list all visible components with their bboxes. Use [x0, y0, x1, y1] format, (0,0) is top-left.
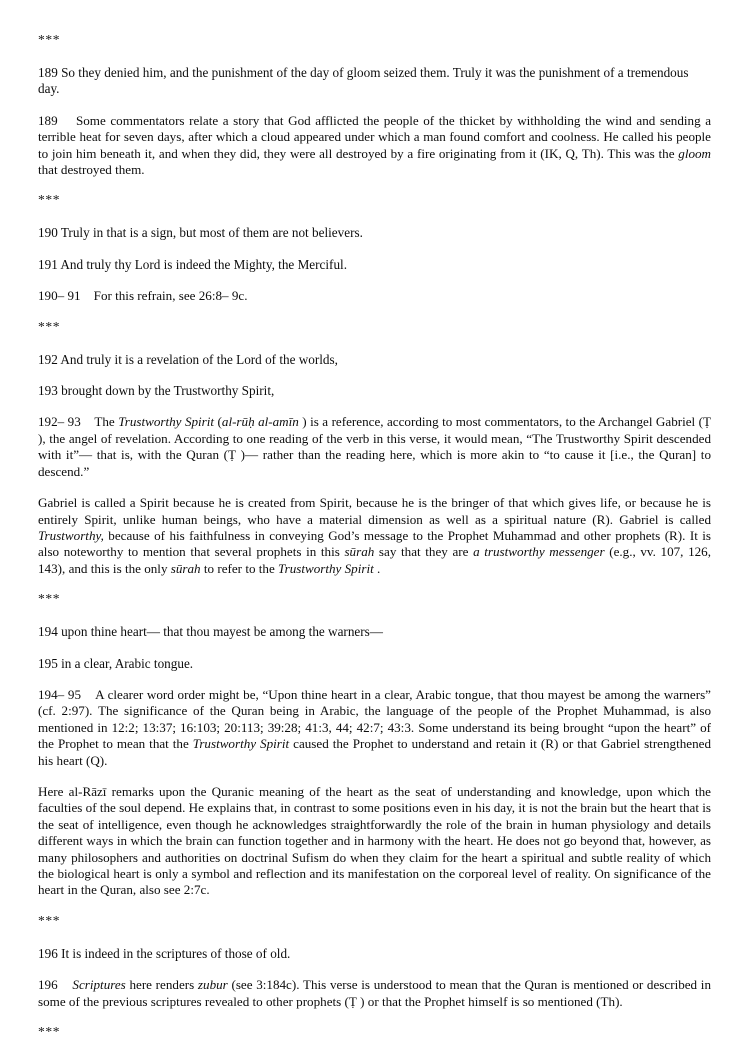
commentary-196-number: 196	[38, 977, 58, 993]
commentary-189-italic-gloom: gloom	[678, 145, 711, 161]
section-separator: ***	[38, 1024, 61, 1040]
page-content	[38, 33, 711, 1042]
commentary-196-italic-scriptures: Scriptures	[72, 977, 126, 993]
c19293-p2-c: say that they are	[374, 544, 474, 560]
commentary-189-number: 189	[38, 112, 58, 128]
section-separator: ***	[38, 912, 61, 928]
section-separator: ***	[38, 591, 61, 607]
c19293-p2-italic-trustworthy-spirit-2: Trustworthy Spirit	[278, 560, 374, 576]
commentary-189-text-a: Some commentators relate a story that God afflicted the people of the thicket by withholding the wind and sending a terrible heat for seven days, after which a cloud appeared under which a man found comfort and coolness. He called his people to join him beneath it, and when they did, they were all destroyed by a fire originating from it (IK, Q, Th). This was the	[38, 112, 712, 161]
c19293-p2-italic-trustworthy-messenger: a trustworthy messenger	[473, 544, 605, 560]
commentary-196-text-b: (see 3:184c). This verse is understood to mean that the Quran is mentioned or described in some of the previous scriptures revealed to other prophets (Ṭ ) or that the Prophet himself is so mentioned (Th).	[38, 977, 711, 1009]
commentary-192-93-para-1	[38, 414, 711, 480]
c19293-p2-e: , and this is the only	[62, 560, 171, 576]
c19293-p2-italic-surah-1: sūrah	[344, 544, 375, 560]
commentary-189-text-b: that destroyed them.	[38, 162, 145, 178]
c19293-p2-b: because of his faithfulness in conveying God’s message to the Prophet Muhammad and other prophets (R). It is also noteworthy to mention that several prophets in this	[38, 527, 711, 560]
c19495-p1-b: caused the Prophet to understand and retain it (R) or that Gabriel strengthened his heart (Q).	[38, 736, 711, 768]
c19293-p2-f: to refer to the	[200, 560, 279, 576]
c19293-p1-italic-trustworthy-spirit: Trustworthy Spirit	[118, 414, 215, 430]
c19495-p1-italic-trustworthy-spirit: Trustworthy Spirit	[192, 736, 290, 752]
commentary-196-italic-zubur: zubur	[197, 977, 228, 993]
c19293-p2-italic-surah-2: sūrah	[170, 560, 201, 576]
verse-196: 196 It is indeed in the scriptures of those of old.	[38, 945, 291, 961]
section-separator: ***	[38, 192, 61, 208]
c19293-p1-b: (	[214, 414, 222, 430]
verse-194: 194 upon thine heart— that thou mayest be among the warners—	[38, 624, 383, 640]
commentary-190-91-text: For this refrain, see 26:8– 9c.	[93, 288, 248, 304]
verse-195: 195 in a clear, Arabic tongue.	[38, 655, 194, 671]
commentary-192-93-para-2	[38, 495, 711, 577]
c19293-p2-italic-trustworthy: Trustworthy,	[38, 527, 104, 543]
commentary-194-95-para-2: Here al-Rāzī remarks upon the Quranic meaning of the heart as the seat of understanding and knowledge, upon which the faculties of the soul depend. He explains that, in contrast to some positions even in his day, it is not the brain but the heart that is the seat of intelligence, even though he acknowledges straightforwardly the role of the brain in human physiology and details different ways in which the brain can function together and in harmony with the heart. He does not go beyond that, however, as many philosophers and authorities on doctrinal Sufism do when they claim for the heart a spiritual and subtle reality of which the biological heart is only a symbol and reflection and its manifestation on the corporeal level of reality. On significance of the heart in the Quran, also see 2:7c.	[38, 783, 711, 898]
c19293-p1-a: The	[94, 414, 119, 430]
commentary-194-95-number: 194– 95	[38, 686, 81, 702]
commentary-196	[38, 977, 711, 1010]
verse-190: 190 Truly in that is a sign, but most of them are not believers.	[38, 225, 363, 241]
c19293-p1-italic-transliteration: al-rūḥ al-amīn	[221, 414, 299, 430]
c19293-p2-g: .	[373, 560, 381, 576]
section-separator: ***	[38, 32, 61, 47]
c19293-p2-d: (e.g., vv. 107, 126, 143)	[38, 544, 711, 576]
commentary-190-91-number: 190– 91	[38, 288, 81, 304]
verse-192: 192 And truly it is a revelation of the Lord of the worlds,	[38, 351, 338, 367]
c19495-p1-a: A clearer word order might be, “Upon thine heart in a clear, Arabic tongue, that thou mayest be among the warners” (cf. 2:97). The significance of the Quran being in Arabic, the language of the people of the Prophet Muhammad, is also mentioned in 12:2; 13:37; 16:103; 20:113; 39:28; 41:3, 44; 42:7; 43:3. Some understand its being brought “upon the heart” of the Prophet to mean that the	[38, 686, 711, 752]
verse-189: 189 So they denied him, and the punishment of the day of gloom seized them. Truly it was the punishment of a tremendous day.	[38, 65, 689, 97]
verse-193: 193 brought down by the Trustworthy Spirit,	[38, 383, 275, 399]
verse-191: 191 And truly thy Lord is indeed the Mighty, the Merciful.	[38, 256, 348, 272]
c19293-p1-c: ) is a reference, according to most commentators, to the Archangel Gabriel (Ṭ ), the angel of revelation. According to one reading of the verb in this verse, it would mean, “The Trustworthy Spirit descended with it”— that is, with the Quran (Ṭ )— rather than the reading here, which is more akin to “to cause it [i.e., the Quran] to descend.”	[38, 414, 712, 479]
commentary-189	[38, 113, 711, 179]
section-separator: ***	[38, 318, 61, 334]
commentary-192-93-number: 192– 93	[38, 414, 81, 430]
commentary-194-95-para-1	[38, 687, 711, 769]
c19293-p2-a: Gabriel is called a Spirit because he is created from Spirit, because he is the bringer of that which gives life, or because he is entirely Spirit, unlike human beings, who have a material dimension as well as a spiritual nature (R). Gabriel is called	[38, 495, 711, 527]
commentary-196-text-a: here renders	[125, 977, 198, 993]
commentary-190-91	[38, 288, 711, 304]
